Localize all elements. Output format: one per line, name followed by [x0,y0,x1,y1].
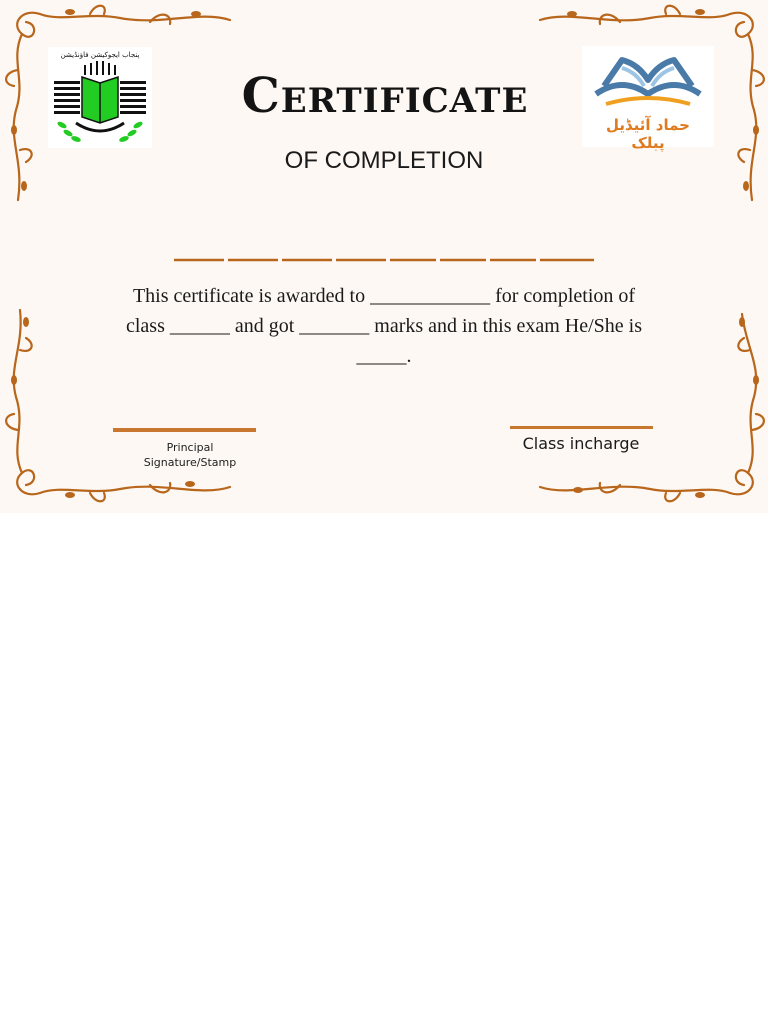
body-line: _____. [356,345,412,367]
class-incharge-signature-line [510,426,653,429]
certificate-body [72,281,696,371]
principal-signature-line [113,428,256,432]
certificate-title: Certificate [241,68,529,124]
principal-label: Principal [166,441,214,454]
body-line: class ______ and got _______ marks and in this exam He/She is [125,315,643,337]
class-incharge-label: Class incharge [522,434,640,453]
signature-stamp-label: Signature/Stamp [143,456,237,469]
principal-signature-label [120,440,260,470]
school-foundation-logo [48,47,152,148]
logo-right-text: حماد آئیڈیل پبلک [605,116,690,152]
certificate-subtitle: OF COMPLETION [284,147,484,174]
body-line: This certificate is awarded to ____________ for completion of [132,285,636,307]
school-logo [582,46,714,152]
open-book-icon [48,47,152,148]
recipient-name-line [174,240,594,262]
logo-left-text: پنجاب ایجوکیشن فاؤنڈیشن [60,51,140,59]
open-book-icon [582,46,714,116]
